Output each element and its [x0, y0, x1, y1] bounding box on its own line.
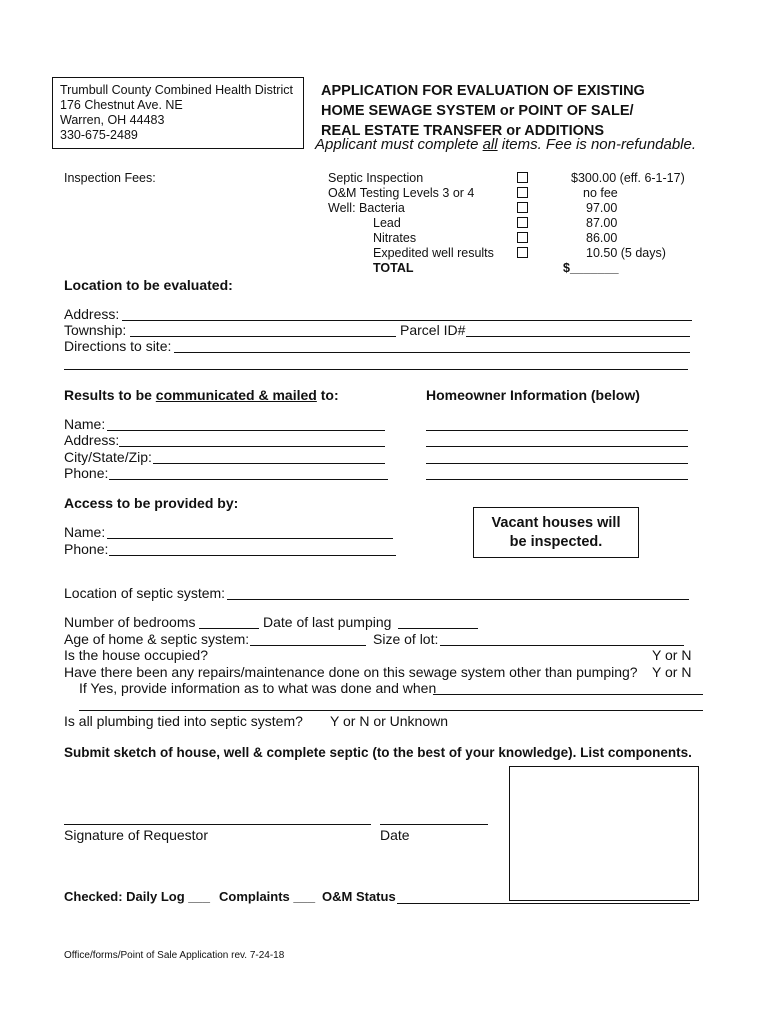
location-heading: Location to be evaluated:	[64, 277, 233, 293]
agency-name: Trumbull County Combined Health District	[60, 83, 293, 97]
pumping-label: Date of last pumping	[263, 614, 392, 630]
fee-item-nitrates: Nitrates	[373, 231, 417, 245]
vacant-notice-line-1: Vacant houses will	[491, 515, 621, 531]
fee-price-septic: $300.00 (eff. 6-1-17)	[571, 171, 685, 185]
agency-street: 176 Chestnut Ave. NE	[60, 98, 183, 112]
results-csz-field[interactable]	[153, 463, 385, 464]
checkbox-om[interactable]	[517, 187, 528, 198]
homeowner-name-field[interactable]	[426, 430, 688, 431]
om-status-label: O&M Status	[322, 889, 396, 904]
parcel-label: Parcel ID#	[400, 322, 466, 338]
directions-field[interactable]	[174, 352, 690, 353]
agency-address-box	[52, 77, 304, 149]
access-phone-field[interactable]	[109, 555, 396, 556]
fee-price-nitrates: 86.00	[586, 231, 618, 245]
title-line-3: REAL ESTATE TRANSFER or ADDITIONS	[321, 123, 605, 139]
parcel-field[interactable]	[466, 336, 690, 337]
results-heading: Results to be communicated & mailed to:	[64, 387, 339, 403]
location-address-label: Address:	[64, 306, 120, 322]
access-heading: Access to be provided by:	[64, 495, 239, 511]
fee-price-bacteria: 97.00	[586, 201, 618, 215]
access-name-field[interactable]	[107, 538, 393, 539]
fee-total-label: TOTAL	[373, 261, 414, 275]
results-name-field[interactable]	[107, 430, 385, 431]
access-name-label: Name:	[64, 524, 106, 540]
occupied-yn[interactable]: Y or N	[652, 647, 692, 663]
title-line-1: APPLICATION FOR EVALUATION OF EXISTING	[321, 83, 645, 99]
plumbing-options[interactable]: Y or N or Unknown	[330, 713, 449, 729]
signature-label: Signature of Requestor	[64, 827, 208, 843]
checkbox-septic[interactable]	[517, 172, 528, 183]
results-address-label: Address:	[64, 432, 120, 448]
bedrooms-field[interactable]	[199, 628, 259, 629]
age-field[interactable]	[250, 645, 366, 646]
fee-item-septic: Septic Inspection	[328, 171, 424, 185]
homeowner-address-field[interactable]	[426, 446, 688, 447]
fee-price-om: no fee	[583, 186, 618, 200]
agency-city: Warren, OH 44483	[60, 113, 165, 127]
results-name-label: Name:	[64, 416, 106, 432]
homeowner-csz-field[interactable]	[426, 463, 688, 464]
fee-item-om: O&M Testing Levels 3 or 4	[328, 186, 475, 200]
township-label: Township:	[64, 322, 127, 338]
pumping-field[interactable]	[398, 628, 478, 629]
lot-label: Size of lot:	[373, 631, 439, 647]
plumbing-label: Is all plumbing tied into septic system?	[64, 713, 303, 729]
title-line-2: HOME SEWAGE SYSTEM or POINT OF SALE/	[321, 103, 634, 119]
vacant-notice-box	[473, 507, 639, 558]
results-csz-label: City/State/Zip:	[64, 449, 152, 465]
results-phone-label: Phone:	[64, 465, 109, 481]
township-field[interactable]	[130, 336, 396, 337]
checkbox-bacteria[interactable]	[517, 202, 528, 213]
septic-location-field[interactable]	[227, 599, 689, 600]
directions-label: Directions to site:	[64, 338, 172, 354]
directions-field-line-2[interactable]	[64, 369, 688, 370]
vacant-notice-line-2: be inspected.	[509, 534, 603, 550]
checkbox-expedited[interactable]	[517, 247, 528, 258]
results-address-field[interactable]	[119, 446, 385, 447]
fee-item-expedited: Expedited well results	[373, 246, 494, 260]
if-yes-field-line-2[interactable]	[79, 710, 703, 711]
sketch-box[interactable]	[509, 766, 699, 901]
occupied-label: Is the house occupied?	[64, 647, 208, 663]
footer-revision: Office/forms/Point of Sale Application rev. 7-24-18	[64, 950, 285, 961]
repairs-yn[interactable]: Y or N	[652, 664, 692, 680]
septic-location-label: Location of septic system:	[64, 585, 226, 601]
repairs-label: Have there been any repairs/maintenance done on this sewage system other than pumping?	[64, 664, 638, 680]
fee-price-lead: 87.00	[586, 216, 618, 230]
om-status-field[interactable]	[397, 903, 690, 904]
agency-phone: 330-675-2489	[60, 128, 138, 142]
age-label: Age of home & septic system:	[64, 631, 250, 647]
location-address-field[interactable]	[122, 320, 692, 321]
sketch-instruction: Submit sketch of house, well & complete septic (to the best of your knowledge). List components.	[64, 745, 692, 760]
checkbox-lead[interactable]	[517, 217, 528, 228]
signature-field[interactable]	[64, 824, 371, 825]
date-field[interactable]	[380, 824, 488, 825]
form-title	[321, 81, 645, 141]
inspection-fees-label: Inspection Fees:	[64, 171, 156, 185]
date-label: Date	[380, 827, 410, 843]
results-phone-field[interactable]	[109, 479, 388, 480]
if-yes-field[interactable]	[433, 694, 703, 695]
checked-daily-log: Checked: Daily Log ___	[64, 889, 210, 904]
fee-item-bacteria: Well: Bacteria	[328, 201, 405, 215]
checkbox-nitrates[interactable]	[517, 232, 528, 243]
access-phone-label: Phone:	[64, 541, 109, 557]
lot-field[interactable]	[440, 645, 684, 646]
fee-price-expedited: 10.50 (5 days)	[586, 246, 666, 260]
fee-total-value[interactable]: $_______	[563, 261, 619, 275]
homeowner-heading: Homeowner Information (below)	[426, 387, 640, 403]
fee-item-lead: Lead	[373, 216, 401, 230]
bedrooms-label: Number of bedrooms	[64, 614, 196, 630]
if-yes-label: If Yes, provide information as to what was done and when	[79, 680, 437, 696]
homeowner-phone-field[interactable]	[426, 479, 688, 480]
form-subtitle: Applicant must complete all items. Fee is non-refundable.	[315, 136, 697, 153]
complaints-label: Complaints ___	[219, 889, 316, 904]
